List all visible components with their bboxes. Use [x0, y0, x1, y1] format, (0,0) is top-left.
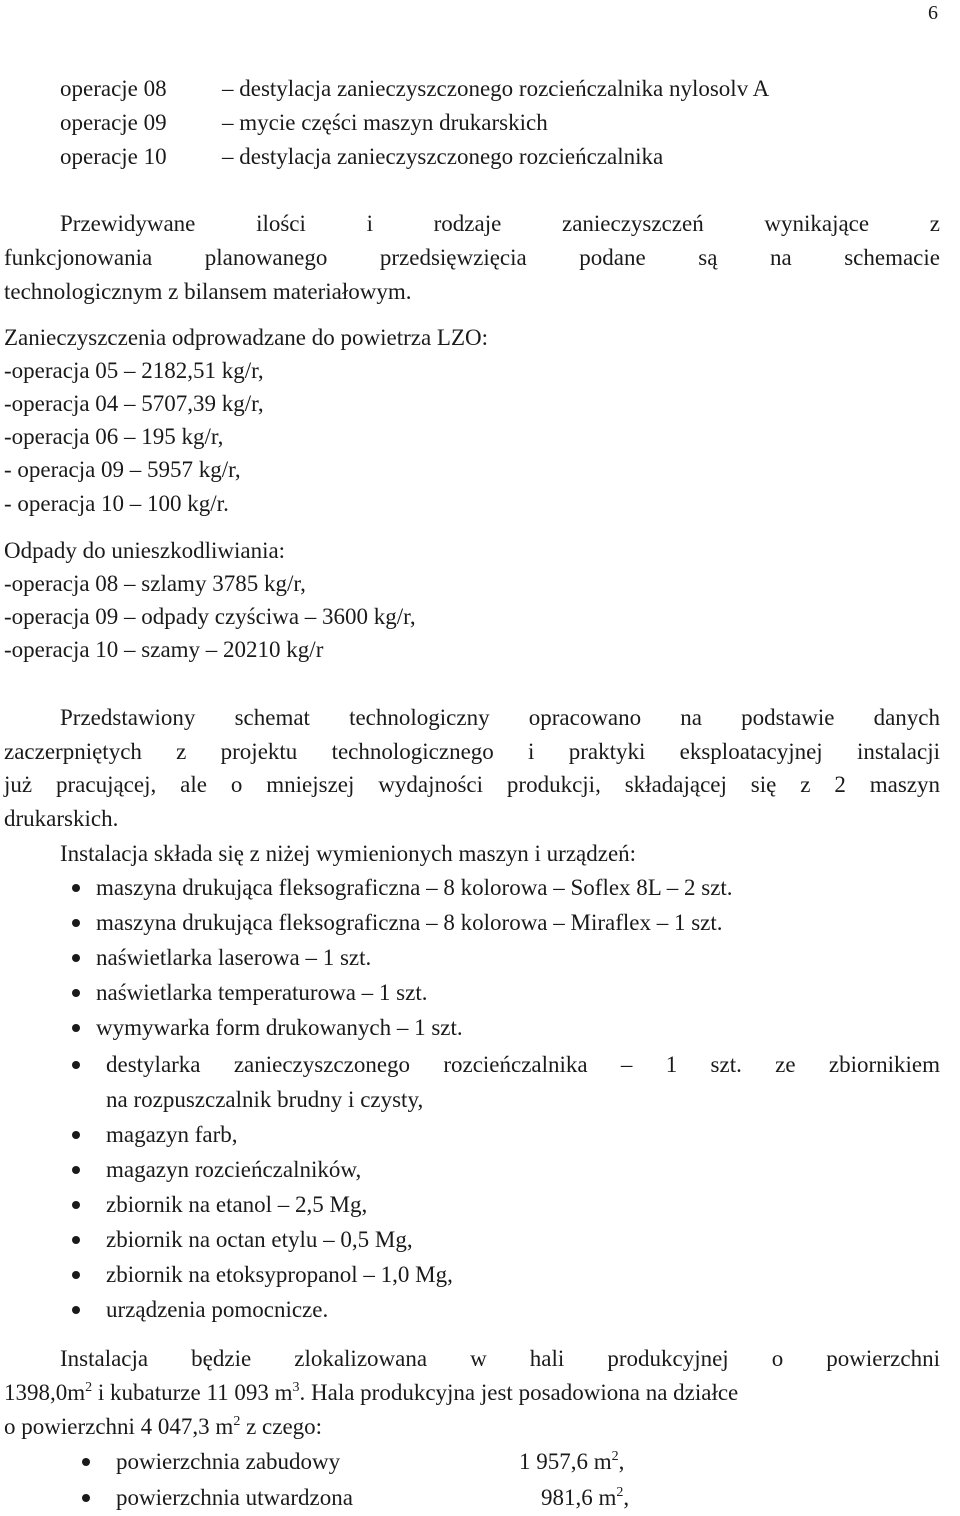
equipment-item: naświetlarka laserowa – 1 szt.	[96, 945, 372, 970]
word: powierzchni	[826, 1346, 940, 1371]
bullet-icon	[72, 989, 80, 997]
waste-item: -operacja 09 – odpady czyściwa – 3600 kg/r,	[4, 604, 416, 629]
op-label: operacje 09	[60, 110, 167, 135]
bullet-icon	[72, 919, 80, 927]
equipment-item: destylarka zanieczyszczonego rozcieńczalnika – 1 szt. ze zbiornikiem	[106, 1052, 940, 1077]
equipment-item: maszyna drukująca fleksograficzna – 8 kolorowa – Miraflex – 1 szt.	[96, 910, 723, 935]
word: w	[470, 1346, 487, 1371]
paragraph-line: technologicznym z bilansem materiałowym.	[4, 279, 412, 304]
equipment-item: maszyna drukująca fleksograficzna – 8 kolorowa – Soflex 8L – 2 szt.	[96, 875, 733, 900]
op-label: operacje 10	[60, 144, 167, 169]
bullet-icon	[72, 1131, 80, 1139]
equipment-item: wymywarka form drukowanych – 1 szt.	[96, 1015, 463, 1040]
area-number: 1 957,6 m	[519, 1449, 612, 1474]
equipment-item: zbiornik na etanol – 2,5 Mg,	[106, 1192, 368, 1217]
bullet-icon	[72, 884, 80, 892]
emission-item: -operacja 04 – 5707,39 kg/r,	[4, 391, 264, 416]
equipment-item: zbiornik na etoksypropanol – 1,0 Mg,	[106, 1262, 453, 1287]
text-run: z czego:	[240, 1414, 323, 1439]
area-label: powierzchnia utwardzona	[116, 1485, 353, 1510]
word: hali	[529, 1346, 565, 1371]
area-label: powierzchnia zabudowy	[116, 1449, 341, 1474]
paragraph-line: drukarskich.	[4, 806, 119, 831]
equipment-item: zbiornik na octan etylu – 0,5 Mg,	[106, 1227, 413, 1252]
bullet-icon	[72, 954, 80, 962]
emission-item: -operacja 06 – 195 kg/r,	[4, 424, 224, 449]
page-number: 6	[928, 2, 938, 24]
bullet-icon	[72, 1201, 80, 1209]
bullet-icon	[82, 1494, 90, 1502]
equipment-item: magazyn farb,	[106, 1122, 238, 1147]
paragraph-line: już pracującej, ale o mniejszej wydajności produkcji, składającej się z 2 maszyn	[4, 772, 940, 797]
op-desc: – mycie części maszyn drukarskich	[222, 110, 548, 135]
word: zlokalizowana	[294, 1346, 428, 1371]
paragraph-line	[4, 1411, 322, 1443]
superscript: 2	[233, 1414, 241, 1429]
text-run: ,	[623, 1485, 630, 1510]
word: produkcyjnej	[607, 1346, 729, 1371]
area-value	[541, 1482, 629, 1514]
word: o	[771, 1346, 784, 1371]
area-number: 981,6 m	[541, 1485, 617, 1510]
paragraph-line: Przedstawiony schemat technologiczny opracowano na podstawie danych	[60, 705, 940, 730]
op-label: operacje 08	[60, 76, 167, 101]
superscript: 2	[616, 1485, 624, 1500]
bullet-icon	[72, 1236, 80, 1244]
bullet-icon	[72, 1166, 80, 1174]
equipment-heading: Instalacja składa się z niżej wymienionych maszyn i urządzeń:	[60, 841, 637, 866]
paragraph-line	[4, 1377, 738, 1409]
equipment-item: naświetlarka temperaturowa – 1 szt.	[96, 980, 428, 1005]
waste-item: -operacja 08 – szlamy 3785 kg/r,	[4, 571, 306, 596]
equipment-item: urządzenia pomocnicze.	[106, 1297, 329, 1322]
emission-item: - operacja 09 – 5957 kg/r,	[4, 457, 241, 482]
paragraph-line: funkcjonowania planowanego przedsięwzięcia podane są na schemacie	[4, 245, 940, 270]
op-desc: – destylacja zanieczyszczonego rozcieńczalnika nylosolv A	[222, 76, 770, 101]
emission-item: -operacja 05 – 2182,51 kg/r,	[4, 358, 264, 383]
waste-heading: Odpady do unieszkodliwiania:	[4, 538, 286, 563]
bullet-icon	[82, 1458, 90, 1466]
bullet-icon	[72, 1271, 80, 1279]
word: Instalacja	[60, 1346, 149, 1371]
word: będzie	[191, 1346, 252, 1371]
area-value	[519, 1446, 624, 1478]
superscript: 2	[85, 1380, 93, 1395]
text-run: 1398,0m	[4, 1380, 86, 1405]
text-run: i kubaturze 11 093 m	[92, 1380, 293, 1405]
superscript: 2	[611, 1449, 619, 1464]
text-run: o powierzchni 4 047,3 m	[4, 1414, 234, 1439]
text-run: . Hala produkcyjna jest posadowiona na działce	[299, 1380, 739, 1405]
waste-item: -operacja 10 – szamy – 20210 kg/r	[4, 637, 324, 662]
emission-item: - operacja 10 – 100 kg/r.	[4, 491, 229, 516]
superscript: 3	[292, 1380, 300, 1395]
bullet-icon	[72, 1061, 80, 1069]
op-desc: – destylacja zanieczyszczonego rozcieńczalnika	[222, 144, 664, 169]
paragraph-line: zaczerpniętych z projektu technologicznego i praktyki eksploatacyjnej instalacji	[4, 739, 940, 764]
equipment-item-continued: na rozpuszczalnik brudny i czysty,	[106, 1087, 424, 1112]
text-run: ,	[618, 1449, 625, 1474]
equipment-item: magazyn rozcieńczalników,	[106, 1157, 362, 1182]
bullet-icon	[72, 1024, 80, 1032]
bullet-icon	[72, 1306, 80, 1314]
emissions-heading: Zanieczyszczenia odprowadzane do powietrza LZO:	[4, 325, 489, 350]
paragraph-line	[60, 1343, 940, 1375]
paragraph-line: Przewidywane ilości i rodzaje zanieczyszczeń wynikające z	[60, 211, 940, 236]
